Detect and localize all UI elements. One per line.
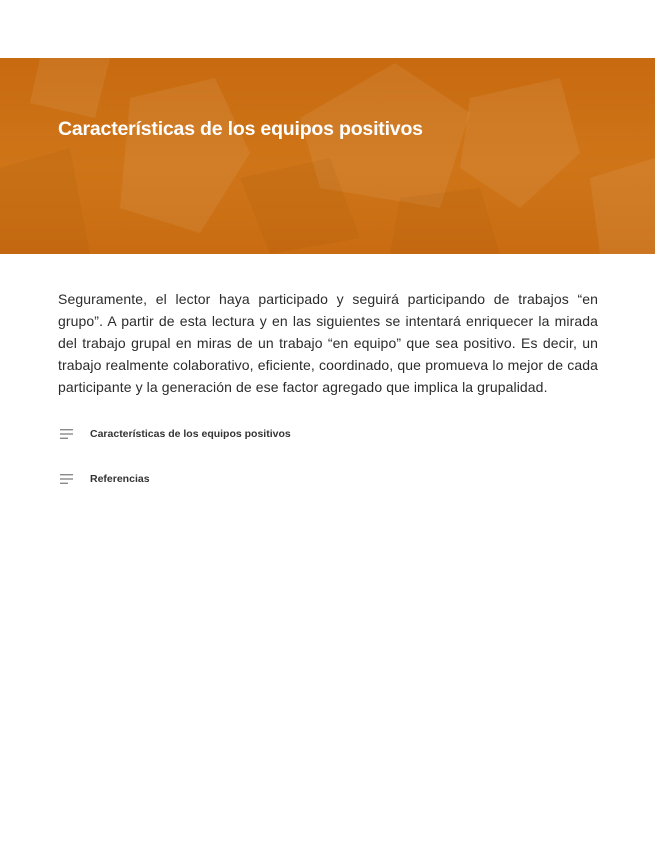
intro-paragraph: Seguramente, el lector haya participado y seguirá participando de trabajos “en grupo”. A partir de esta lectura y en las siguientes se intentará enriquecer la mirada del trabajo grupal en miras de un trabajo “en equipo” que sea positivo. Es decir, un trabajo realmente colaborativo, eficiente, coordinado, que promueva lo mejor de cada participante y la generación de ese factor agregado que implica la grupalidad. [58, 291, 598, 395]
hero-banner [0, 58, 655, 254]
toc-item-label: Características de los equipos positivos [90, 428, 291, 440]
table-of-contents [60, 420, 600, 510]
page-title: Características de los equipos positivos [58, 118, 423, 140]
lines-icon [60, 473, 76, 485]
toc-item-caracteristicas[interactable] [60, 420, 600, 448]
hero-background-image [0, 58, 655, 254]
toc-item-label: Referencias [90, 473, 150, 485]
lines-icon [60, 428, 76, 440]
toc-item-referencias[interactable] [60, 465, 600, 493]
